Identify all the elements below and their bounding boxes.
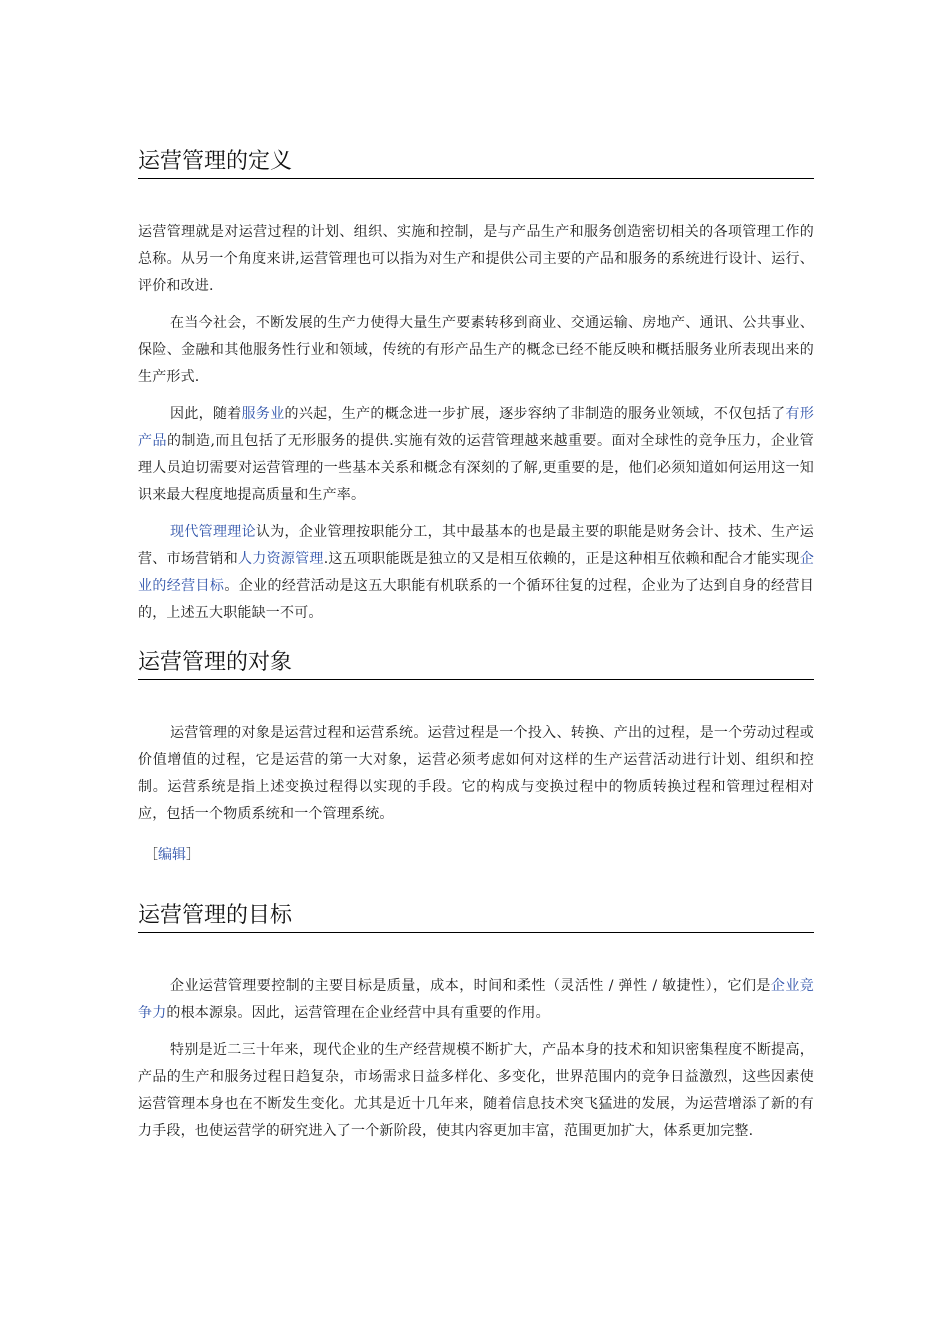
link-service-industry[interactable]: 服务业 <box>241 406 285 422</box>
link-business-objectives[interactable]: 企业的经营目标 <box>138 551 815 594</box>
section-heading-object: 运营管理的对象 <box>138 649 814 680</box>
paragraph: 运营管理就是对运营过程的计划、组织、实施和控制，是与产品生产和服务创造密切相关的各项管理工作的总称。从另一个角度来讲,运营管理也可以指为对生产和提供公司主要的产品和服务的系统进行设计、运行、评价和改进. <box>138 224 814 294</box>
section-heading-goals: 运营管理的目标 <box>138 902 814 933</box>
paragraph: 因此，随着服务业的兴起，生产的概念进一步扩展，逐步容纳了非制造的服务业领域，不仅包括了有形产品的制造,而且包括了无形服务的提供.实施有效的运营管理越来越重要。面对全球性的竞争压力，企业管理人员迫切需要对运营管理的一些基本关系和概念有深刻的了解,更重要的是，他们必须知道如何运用这一知识来最大程度地提高质量和生产率。 <box>138 406 815 503</box>
spacer <box>138 179 814 219</box>
paragraph: 运营管理的对象是运营过程和运营系统。运营过程是一个投入、转换、产出的过程，是一个劳动过程或价值增值的过程，它是运营的第一大对象，运营必须考虑如何对这样的生产运营活动进行计划、组织和控制。运营系统是指上述变换过程得以实现的手段。它的构成与变换过程中的物质转换过程和管理过程相对应，包括一个物质系统和一个管理系统。 <box>138 725 814 822</box>
edit-section-link: ［编辑］ <box>144 847 200 863</box>
link-tangible-products[interactable]: 有形产品 <box>138 406 815 449</box>
paragraph: 企业运营管理要控制的主要目标是质量，成本，时间和柔性（灵活性 / 弹性 / 敏捷性），它们是企业竞争力的根本源泉。因此，运营管理在企业经营中具有重要的作用。 <box>138 978 814 1021</box>
link-enterprise-competitiveness[interactable]: 企业竞争力 <box>138 978 814 1021</box>
link-human-resource-management[interactable]: 人力资源管理 <box>238 551 324 567</box>
paragraph: 特别是近二三十年来，现代企业的生产经营规模不断扩大，产品本身的技术和知识密集程度不断提高，产品的生产和服务过程日趋复杂，市场需求日益多样化、多变化，世界范围内的竞争日益激烈，这些因素使运营管理本身也在不断发生变化。尤其是近十几年来，随着信息技术突飞猛进的发展，为运营增添了新的有力手段，也使运营学的研究进入了一个新阶段，使其内容更加丰富，范围更加扩大，体系更加完整. <box>138 1042 814 1139</box>
paragraph: 在当今社会，不断发展的生产力使得大量生产要素转移到商业、交通运输、房地产、通讯、公共事业、保险、金融和其他服务性行业和领域，传统的有形产品生产的概念已经不能反映和概括服务业所表现出来的生产形式. <box>138 315 814 385</box>
document-page <box>138 148 814 1145</box>
paragraph: 现代管理理论认为，企业管理按职能分工，其中最基本的也是最主要的职能是财务会计、技术、生产运营、市场营销和人力资源管理.这五项职能既是独立的又是相互依赖的，正是这种相互依赖和配合才能实现企业的经营目标。企业的经营活动是这五大职能有机联系的一个循环往复的过程，企业为了达到自身的经营目的，上述五大职能缺一不可。 <box>138 524 815 621</box>
section-heading-definition: 运营管理的定义 <box>138 148 814 179</box>
edit-link[interactable]: 编辑 <box>158 847 186 863</box>
link-modern-management-theory[interactable]: 现代管理理论 <box>170 524 256 540</box>
